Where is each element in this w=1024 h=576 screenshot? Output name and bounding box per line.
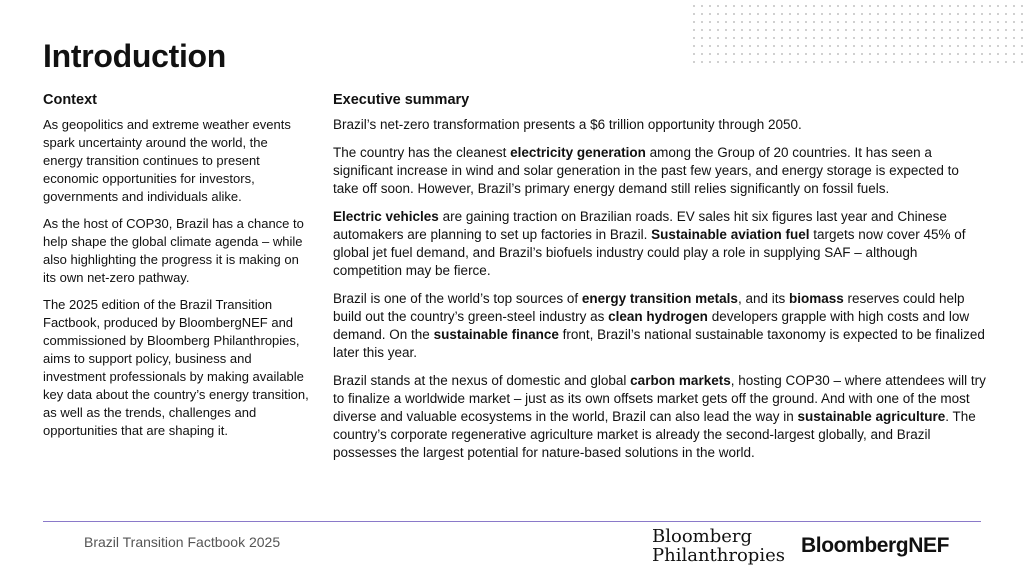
text-run: , and its — [737, 291, 789, 306]
context-section — [43, 92, 309, 449]
keyword-sustainable-finance: sustainable finance — [433, 327, 559, 342]
text-run: Brazil stands at the nexus of domestic and global — [333, 373, 631, 388]
context-paragraph-3: The 2025 edition of the Brazil Transition Factbook, produced by BloombergNEF and commissioned by Bloomberg Philanthropies, aims to support policy, business and investment professionals by making available key data about the country’s energy transition, as well as the trends, challenges and opportunities that are shaping it. — [43, 297, 309, 438]
text-run: developers grapple with high costs and low demand. On the — [333, 309, 970, 342]
text-run: front, Brazil’s national sustainable taxonomy is expected to be finalized later this year. — [333, 327, 985, 360]
text-run: . The country’s corporate regenerative agriculture market is already the second-largest globally, and Brazil possesses the largest potential for nature-based solutions in the world. — [333, 409, 976, 460]
keyword-carbon-markets: carbon markets — [630, 373, 731, 388]
keyword-electricity-generation: electricity generation — [510, 145, 646, 160]
context-paragraph-1: As geopolitics and extreme weather events spark uncertainty around the world, the energy transition continues to present economic opportunities for investors, governments and individuals alike. — [43, 117, 291, 204]
summary-paragraph-3 — [333, 208, 988, 280]
bloomberg-philanthropies-logo — [652, 527, 785, 565]
text-run: Brazil is one of the world’s top sources of — [333, 291, 582, 306]
logo-line-1: Bloomberg — [652, 526, 753, 547]
footer-divider — [43, 521, 981, 522]
context-paragraph-2: As the host of COP30, Brazil has a chance to help shape the global climate agenda – while also highlighting the progress it is making on its own net-zero pathway. — [43, 216, 304, 285]
text-run: are gaining traction on Brazilian roads. EV sales hit six figures last year and Chinese automakers are planning to set up factories in Brazil. — [333, 209, 947, 242]
footer-document-title: Brazil Transition Factbook 2025 — [84, 534, 281, 550]
page-title: Introduction — [43, 38, 227, 74]
keyword-electric-vehicles: Electric vehicles — [333, 209, 439, 224]
text-run: The country has the cleanest — [333, 145, 511, 160]
summary-paragraph-2 — [333, 144, 988, 198]
text-run: , hosting COP30 – where attendees will try to finalize a worldwide market – just as its own offsets market gets off the ground. And with one of the most diverse and valuable ecosystems in the world, Brazil can also lead the way in — [333, 373, 986, 424]
summary-paragraph-4 — [333, 290, 988, 362]
keyword-biomass: biomass — [788, 291, 844, 306]
text-run: targets now cover 45% of global jet fuel demand, and Brazil’s biofuels industry could play a role in supplying SAF – although competition may be fierce. — [333, 227, 966, 278]
keyword-sustainable-agriculture: sustainable agriculture — [797, 409, 946, 424]
keyword-energy-transition-metals: energy transition metals — [581, 291, 738, 306]
summary-paragraph-1: Brazil’s net-zero transformation presents a $6 trillion opportunity through 2050. — [333, 117, 802, 132]
summary-paragraph-5 — [333, 372, 988, 462]
text-run: among the Group of 20 countries. It has seen a significant increase in wind and solar generation in the past few years, and energy storage is expected to take off soon. However, Brazil’s primary energy demand still relies significantly on fossil fuels. — [333, 145, 959, 196]
logo-line-2: Philanthropies — [652, 545, 785, 566]
bloombergnef-logo: BloombergNEF — [801, 534, 950, 557]
text-run: reserves could help build out the country’s green-steel industry as — [333, 291, 965, 324]
decorative-dot-grid — [690, 2, 1024, 64]
keyword-clean-hydrogen: clean hydrogen — [608, 309, 708, 324]
keyword-sustainable-aviation-fuel: Sustainable aviation fuel — [651, 227, 810, 242]
executive-summary-section — [333, 92, 988, 472]
context-heading: Context — [43, 92, 97, 108]
executive-summary-heading: Executive summary — [333, 92, 470, 108]
